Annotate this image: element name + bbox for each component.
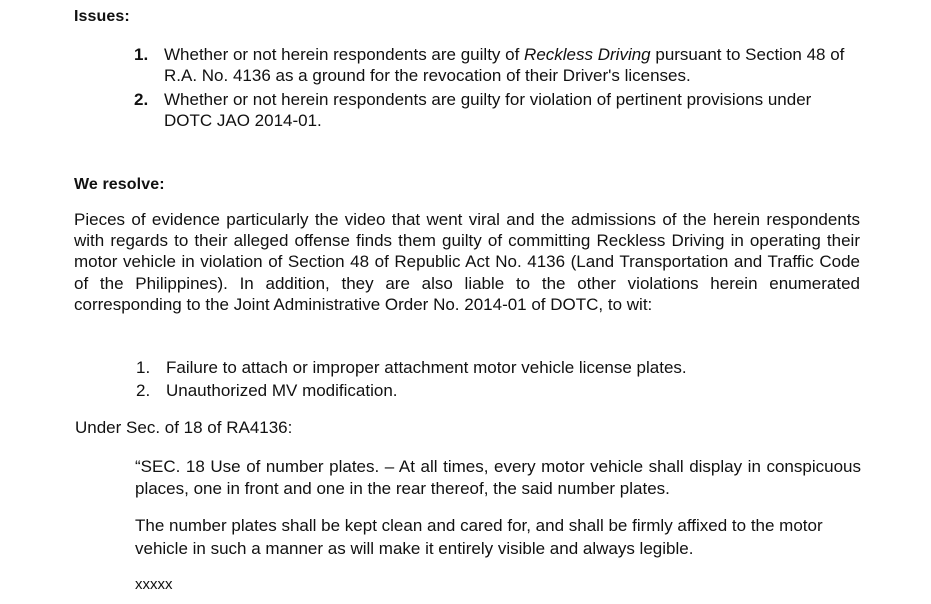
list-item-number: 2. xyxy=(136,381,151,400)
violations-list xyxy=(136,357,866,403)
list-item-text-part: pursuant to Section 48 of R.A. No. 4136 as a ground for the revocation of their Driver's licenses. xyxy=(164,45,845,85)
list-item-text: Unauthorized MV modification. xyxy=(166,381,398,400)
list-item-number: 1. xyxy=(136,358,151,377)
list-item-number: 2. xyxy=(134,90,149,109)
reckless-driving-emphasis: Reckless Driving xyxy=(524,45,651,64)
list-item xyxy=(136,357,866,378)
list-item-text xyxy=(164,45,844,85)
list-item-text-part: Whether or not herein respondents are guilty of xyxy=(164,45,525,64)
list-item xyxy=(134,44,864,86)
list-item xyxy=(136,380,866,401)
list-item-number: 1. xyxy=(134,45,149,64)
quote-paragraph-1: “SEC. 18 Use of number plates. – At all times, every motor vehicle shall display in conspicuous places, one in front and one in the rear thereof, the said number plates. xyxy=(135,457,861,498)
resolve-paragraph: Pieces of evidence particularly the video that went viral and the admissions of the herein respondents with regards to their alleged offense finds them guilty of committing Reckless Driving in operating their motor vehicle in violation of Section 48 of Republic Act No. 4136 (Land Transportation and Traffic Code of the Philippines). In addition, they are also liable to the other violations herein enumerated corresponding to the Joint Administrative Order No. 2014-01 of DOTC, to wit: xyxy=(74,210,860,314)
issues-list xyxy=(134,44,864,134)
quote-paragraph-2: The number plates shall be kept clean and cared for, and shall be firmly affixed to the motor vehicle in such a manner as will make it entirely visible and always legible. xyxy=(135,516,823,558)
list-item-text: Whether or not herein respondents are guilty for violation of pertinent provisions under DOTC JAO 2014-01. xyxy=(164,90,812,130)
list-item-text: Failure to attach or improper attachment motor vehicle license plates. xyxy=(166,358,687,377)
we-resolve-heading: We resolve: xyxy=(74,176,165,193)
end-marker: xxxxx xyxy=(135,576,173,593)
list-item xyxy=(134,89,864,131)
under-sec-label: Under Sec. of 18 of RA4136: xyxy=(75,418,293,437)
issues-heading: Issues: xyxy=(74,8,130,25)
